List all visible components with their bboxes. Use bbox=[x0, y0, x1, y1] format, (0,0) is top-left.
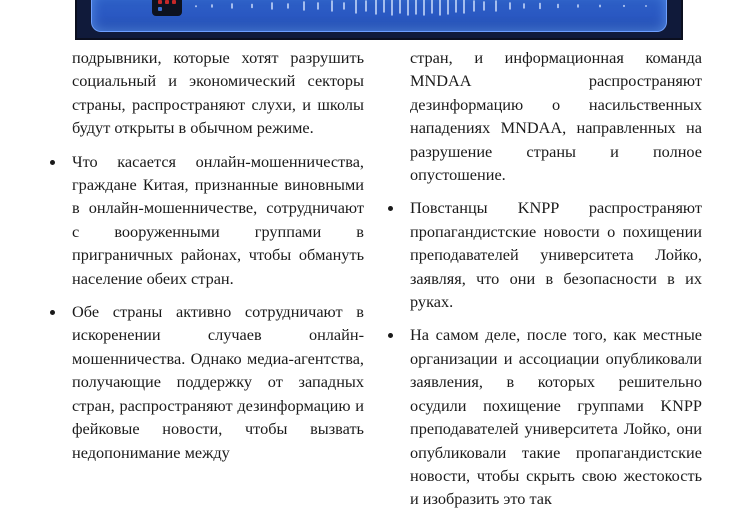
list-item: На самом деле, после того, как местные организации и ассоциации опубликовали заявления, в которых решительно осудили похищение группами KNPP преподавателей университета Лойко, они опубликовали такие пропагандистские новости, чтобы скрыть свою жестокость и изобразить это так bbox=[410, 323, 702, 510]
paragraph-continuation: подрывники, которые хотят разрушить социальный и экономический секторы страны, распространяют слухи, и школы будут открыты в обычном режиме. bbox=[72, 48, 364, 138]
list-item: Обе страны активно сотрудничают в искоренении случаев онлайн-мошенничества. Однако медиа-агентства, получающие поддержку от западных стран, распространяют дезинформацию и фейковые новости, чтобы вызвать недопонимание между bbox=[72, 300, 364, 464]
paragraph-continuation: стран, и информационная команда MNDAA распространяют дезинформацию о насильственных нападениях MNDAA, направленных на разрушение страны и полное опустошение. bbox=[410, 48, 702, 185]
header-illustration bbox=[75, 0, 683, 40]
banner-panel bbox=[91, 0, 667, 32]
list-item: Что касается онлайн-мошенничества, граждане Китая, признанные виновными в онлайн-мошенничестве, сотрудничают с вооруженными группами в приграничных районах, чтобы обмануть население обеих стран. bbox=[72, 150, 364, 290]
right-column bbox=[410, 46, 702, 521]
phone-icon bbox=[152, 0, 182, 16]
sound-wave-icon bbox=[192, 0, 652, 16]
left-column bbox=[72, 46, 364, 474]
list-item: Повстанцы KNPP распространяют пропагандистские новости о похищении преподавателей университета Лойко, заявляя, что они в безопасности в их руках. bbox=[410, 196, 702, 313]
